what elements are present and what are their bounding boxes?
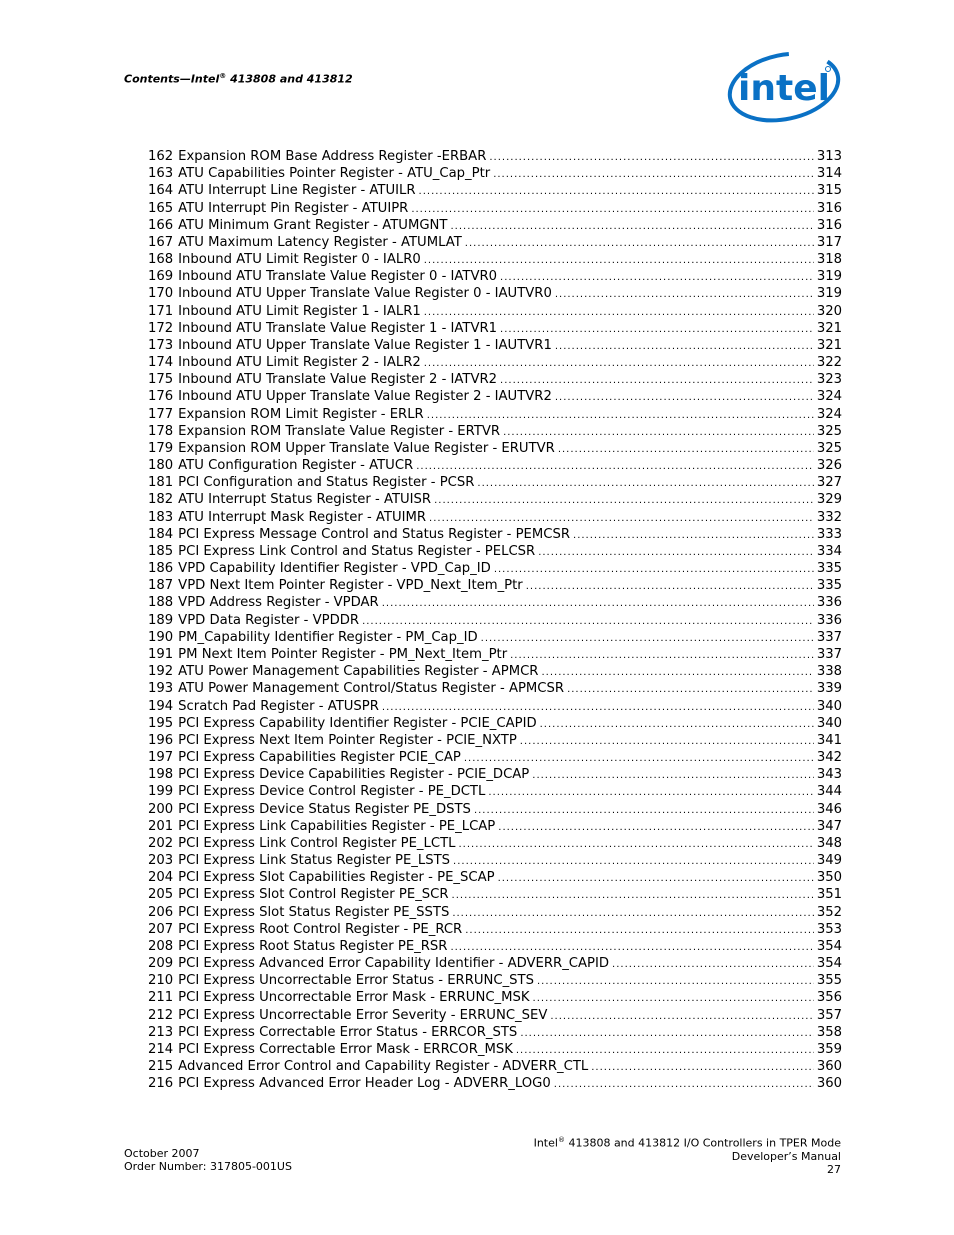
toc-entry-number: 169: [148, 269, 174, 285]
toc-entry-page: 315: [816, 183, 842, 199]
toc-entry-number: 165: [148, 200, 174, 216]
toc-entry-title: Inbound ATU Upper Translate Value Register 1 - IAUTVR1: [178, 337, 552, 353]
toc-entry-number: 198: [148, 767, 174, 783]
toc-entry[interactable]: [148, 612, 842, 629]
footer-doc-title: Intel® 413808 and 413812 I/O Controllers in TPER Mode: [533, 1136, 841, 1150]
dot-leader: [498, 870, 814, 887]
toc-entry-page: 360: [816, 1059, 842, 1075]
toc-entry-number: 179: [148, 440, 174, 456]
toc-entry-title: PCI Express Slot Control Register PE_SCR: [178, 887, 449, 903]
toc-entry-number: 215: [148, 1059, 174, 1075]
toc-entry[interactable]: [148, 594, 842, 611]
toc-entry-page: 319: [816, 286, 842, 302]
toc-entry[interactable]: [148, 526, 842, 543]
toc-entry-page: 327: [816, 475, 842, 491]
dot-leader: [452, 905, 814, 922]
toc-entry[interactable]: [148, 663, 842, 680]
toc-entry-page: 355: [816, 973, 842, 989]
toc-entry-number: 216: [148, 1076, 174, 1092]
toc-entry[interactable]: [148, 457, 842, 474]
toc-entry-page: 329: [816, 492, 842, 508]
toc-entry-number: 182: [148, 492, 174, 508]
toc-entry[interactable]: [148, 354, 842, 371]
toc-entry-page: 348: [816, 835, 842, 851]
dot-leader: [503, 424, 814, 441]
toc-entry-page: 350: [816, 870, 842, 886]
toc-entry-number: 180: [148, 458, 174, 474]
toc-entry-page: 334: [816, 543, 842, 559]
toc-entry-title: ATU Configuration Register - ATUCR: [178, 458, 414, 474]
dot-leader: [516, 1042, 814, 1059]
footer-date: October 2007: [124, 1147, 200, 1160]
dot-leader: [550, 1008, 813, 1025]
toc-entry-page: 325: [816, 440, 842, 456]
toc-entry-page: 321: [816, 337, 842, 353]
toc-entry-title: Inbound ATU Upper Translate Value Register 2 - IAUTVR2: [178, 389, 552, 405]
toc-entry[interactable]: [148, 869, 842, 886]
toc-entry[interactable]: [148, 148, 842, 165]
toc-entry-number: 202: [148, 835, 174, 851]
toc-entry[interactable]: [148, 629, 842, 646]
running-header: [124, 72, 353, 86]
dot-leader: [416, 458, 814, 475]
toc-entry-number: 175: [148, 372, 174, 388]
toc-entry-number: 200: [148, 801, 174, 817]
toc-entry[interactable]: [148, 989, 842, 1006]
dot-leader: [488, 784, 813, 801]
toc-entry-title: PCI Express Capability Identifier Register - PCIE_CAPID: [178, 715, 537, 731]
toc-entry-number: 190: [148, 629, 174, 645]
dot-leader: [362, 613, 814, 630]
toc-entry-title: Inbound ATU Limit Register 1 - IALR1: [178, 303, 421, 319]
toc-entry[interactable]: [148, 251, 842, 268]
toc-entry-title: PCI Express Uncorrectable Error Severity - ERRUNC_SEV: [178, 1007, 548, 1023]
toc-entry-title: PCI Express Uncorrectable Error Mask - ERRUNC_MSK: [178, 990, 530, 1006]
toc-entry-page: 357: [816, 1007, 842, 1023]
toc-entry-number: 191: [148, 646, 174, 662]
dot-leader: [419, 183, 814, 200]
page-number: 27: [827, 1162, 841, 1176]
toc-entry-title: ATU Interrupt Pin Register - ATUIPR: [178, 200, 409, 216]
footer-left: [124, 1147, 292, 1173]
toc-entry-page: 335: [816, 578, 842, 594]
dot-leader: [573, 527, 814, 544]
toc-entry-page: 335: [816, 561, 842, 577]
dot-leader: [458, 836, 813, 853]
toc-entry-number: 212: [148, 1007, 174, 1023]
intel-logo: [724, 50, 842, 126]
toc-entry[interactable]: [148, 423, 842, 440]
toc-entry-title: VPD Data Register - VPDDR: [178, 612, 360, 628]
toc-entry[interactable]: [148, 320, 842, 337]
toc-entry-title: PCI Express Slot Status Register PE_SSTS: [178, 904, 450, 920]
dot-leader: [489, 149, 813, 166]
toc-entry-number: 177: [148, 406, 174, 422]
toc-entry[interactable]: [148, 440, 842, 457]
toc-entry-page: 340: [816, 698, 842, 714]
toc-entry-title: ATU Power Management Capabilities Register - APMCR: [178, 664, 539, 680]
toc-entry-page: 317: [816, 234, 842, 250]
dot-leader: [540, 716, 814, 733]
toc-entry[interactable]: [148, 285, 842, 302]
toc-entry-number: 162: [148, 149, 174, 164]
toc-entry-page: 324: [816, 406, 842, 422]
toc-entry-title: VPD Capability Identifier Register - VPD_Cap_ID: [178, 561, 491, 577]
toc-entry-title: PCI Express Device Capabilities Register - PCIE_DCAP: [178, 767, 530, 783]
toc-entry-title: PCI Express Link Control and Status Register - PELCSR: [178, 543, 536, 559]
dot-leader: [453, 853, 814, 870]
dot-leader: [498, 819, 814, 836]
toc-entry-title: Advanced Error Control and Capability Register - ADVERR_CTL: [178, 1059, 589, 1075]
toc-entry-number: 209: [148, 956, 174, 972]
toc-entry[interactable]: [148, 217, 842, 234]
toc-entry-title: VPD Address Register - VPDAR: [178, 595, 379, 611]
toc-entry[interactable]: [148, 577, 842, 594]
dot-leader: [520, 1025, 814, 1042]
toc-entry[interactable]: [148, 560, 842, 577]
toc-entry[interactable]: [148, 680, 842, 697]
toc-entry-page: 333: [816, 526, 842, 542]
toc-entry-title: Inbound ATU Upper Translate Value Register 0 - IAUTVR0: [178, 286, 552, 302]
toc-entry[interactable]: [148, 783, 842, 800]
toc-entry[interactable]: [148, 1075, 842, 1092]
toc-entry-title: Inbound ATU Translate Value Register 1 - IATVR1: [178, 320, 498, 336]
dot-leader: [555, 338, 814, 355]
toc-entry-title: ATU Capabilities Pointer Register - ATU_Cap_Ptr: [178, 166, 491, 182]
toc-entry-page: 313: [816, 149, 842, 164]
dot-leader: [429, 510, 814, 527]
toc-entry-title: PM Next Item Pointer Register - PM_Next_Item_Ptr: [178, 646, 508, 662]
toc-entry-title: ATU Minimum Grant Register - ATUMGNT: [178, 217, 448, 233]
dot-leader: [537, 973, 814, 990]
toc-entry-page: 340: [816, 715, 842, 731]
toc-entry-title: PCI Configuration and Status Register - PCSR: [178, 475, 475, 491]
toc-entry[interactable]: [148, 766, 842, 783]
toc-entry-page: 316: [816, 217, 842, 233]
dot-leader: [450, 218, 813, 235]
toc-entry-page: 353: [816, 921, 842, 937]
toc-entry-number: 192: [148, 664, 174, 680]
toc-entry-page: 359: [816, 1041, 842, 1057]
toc-entry-page: 360: [816, 1076, 842, 1092]
toc-entry-title: PCI Express Link Control Register PE_LCTL: [178, 835, 456, 851]
toc-entry-title: Inbound ATU Limit Register 2 - IALR2: [178, 355, 421, 371]
dot-leader: [465, 235, 814, 252]
toc-entry-page: 354: [816, 938, 842, 954]
toc-entry-number: 167: [148, 234, 174, 250]
dot-leader: [510, 647, 814, 664]
toc-entry-title: Inbound ATU Translate Value Register 2 - IATVR2: [178, 372, 498, 388]
toc-entry-page: 325: [816, 423, 842, 439]
dot-leader: [532, 767, 814, 784]
toc-entry[interactable]: [148, 1024, 842, 1041]
toc-entry[interactable]: [148, 268, 842, 285]
toc-entry-number: 206: [148, 904, 174, 920]
toc-entry-page: 337: [816, 646, 842, 662]
toc-entry[interactable]: [148, 234, 842, 251]
toc-entry-number: 164: [148, 183, 174, 199]
dot-leader: [474, 802, 814, 819]
toc-entry-title: Expansion ROM Upper Translate Value Register - ERUTVR: [178, 440, 555, 456]
toc-entry-title: Expansion ROM Limit Register - ERLR: [178, 406, 424, 422]
toc-entry-number: 173: [148, 337, 174, 353]
toc-entry-number: 183: [148, 509, 174, 525]
dot-leader: [612, 956, 814, 973]
toc-entry[interactable]: [148, 852, 842, 869]
toc-entry-number: 188: [148, 595, 174, 611]
toc-entry[interactable]: [148, 732, 842, 749]
toc-entry-page: 341: [816, 732, 842, 748]
toc-entry-title: PCI Express Message Control and Status Register - PEMCSR: [178, 526, 571, 542]
dot-leader: [424, 304, 814, 321]
dot-leader: [500, 321, 814, 338]
toc-entry-title: Expansion ROM Translate Value Register - ERTVR: [178, 423, 501, 439]
toc-entry[interactable]: [148, 904, 842, 921]
toc-entry-title: Inbound ATU Translate Value Register 0 - IATVR0: [178, 269, 498, 285]
toc-entry[interactable]: [148, 646, 842, 663]
toc-entry-number: 205: [148, 887, 174, 903]
toc-entry-page: 324: [816, 389, 842, 405]
dot-leader: [500, 269, 814, 286]
toc-entry[interactable]: [148, 955, 842, 972]
toc-entry-page: 347: [816, 818, 842, 834]
toc-entry-title: PCI Express Correctable Error Status - ERRCOR_STS: [178, 1024, 518, 1040]
dot-leader: [538, 544, 814, 561]
toc-entry-number: 168: [148, 252, 174, 268]
toc-entry-title: ATU Power Management Control/Status Register - APMCSR: [178, 681, 565, 697]
dot-leader: [382, 699, 814, 716]
toc-entry-number: 171: [148, 303, 174, 319]
toc-entry[interactable]: [148, 801, 842, 818]
toc-entry-title: PCI Express Advanced Error Capability Identifier - ADVERR_CAPID: [178, 956, 610, 972]
toc-entry-number: 207: [148, 921, 174, 937]
dot-leader: [427, 407, 814, 424]
header-text: Contents—Intel: [124, 72, 220, 86]
toc-entry-number: 166: [148, 217, 174, 233]
toc-entry-page: 314: [816, 166, 842, 182]
logo-wordmark: intel: [738, 68, 830, 109]
toc-entry-page: 354: [816, 956, 842, 972]
toc-entry-page: 351: [816, 887, 842, 903]
toc-entry-page: 321: [816, 320, 842, 336]
toc-entry-number: 178: [148, 423, 174, 439]
toc-entry[interactable]: [148, 698, 842, 715]
toc-entry-page: 336: [816, 595, 842, 611]
toc-entry-number: 184: [148, 526, 174, 542]
toc-entry-title: PCI Express Link Capabilities Register - PE_LCAP: [178, 818, 496, 834]
toc-entry-page: 337: [816, 629, 842, 645]
toc-entry-page: 316: [816, 200, 842, 216]
toc-entry-title: PCI Express Device Control Register - PE_DCTL: [178, 784, 486, 800]
dot-leader: [520, 733, 814, 750]
toc-entry-title: PCI Express Uncorrectable Error Status - ERRUNC_STS: [178, 973, 534, 989]
toc-entry-page: 318: [816, 252, 842, 268]
footer-doc-type: Developer’s Manual: [731, 1149, 841, 1163]
toc-entry-page: 320: [816, 303, 842, 319]
toc-entry-number: 201: [148, 818, 174, 834]
dot-leader: [494, 561, 814, 578]
toc-entry-title: Expansion ROM Base Address Register -ERBAR: [178, 149, 487, 164]
dot-leader: [541, 664, 813, 681]
toc-entry-number: 199: [148, 784, 174, 800]
dot-leader: [411, 201, 814, 218]
footer-right: [534, 1134, 841, 1176]
list-of-tables: [148, 148, 842, 1092]
toc-entry-title: PCI Express Correctable Error Mask - ERRCOR_MSK: [178, 1041, 513, 1057]
dot-leader: [558, 441, 814, 458]
toc-entry-title: PCI Express Slot Capabilities Register - PE_SCAP: [178, 870, 495, 886]
toc-entry-number: 196: [148, 732, 174, 748]
dot-leader: [465, 922, 814, 939]
toc-entry[interactable]: [148, 200, 842, 217]
toc-entry-title: Inbound ATU Limit Register 0 - IALR0: [178, 252, 421, 268]
toc-entry-page: 358: [816, 1024, 842, 1040]
toc-entry-title: ATU Interrupt Status Register - ATUISR: [178, 492, 432, 508]
toc-entry-page: 332: [816, 509, 842, 525]
toc-entry-number: 197: [148, 750, 174, 766]
toc-entry-page: 338: [816, 664, 842, 680]
toc-entry-page: 343: [816, 767, 842, 783]
toc-entry-number: 210: [148, 973, 174, 989]
toc-entry[interactable]: [148, 921, 842, 938]
toc-entry-number: 214: [148, 1041, 174, 1057]
toc-entry-title: ATU Interrupt Mask Register - ATUIMR: [178, 509, 427, 525]
toc-entry-title: PCI Express Root Status Register PE_RSR: [178, 938, 448, 954]
toc-entry-page: 342: [816, 750, 842, 766]
toc-entry-number: 170: [148, 286, 174, 302]
toc-entry[interactable]: [148, 749, 842, 766]
toc-entry-page: 323: [816, 372, 842, 388]
dot-leader: [424, 355, 814, 372]
toc-entry-title: Scratch Pad Register - ATUSPR: [178, 698, 379, 714]
toc-entry-title: PCI Express Device Status Register PE_DSTS: [178, 801, 471, 817]
toc-entry[interactable]: [148, 474, 842, 491]
header-product: 413808 and 413812: [226, 72, 353, 86]
toc-entry-number: 204: [148, 870, 174, 886]
dot-leader: [533, 990, 814, 1007]
toc-entry-title: PCI Express Next Item Pointer Register - PCIE_NXTP: [178, 732, 517, 748]
toc-entry[interactable]: [148, 491, 842, 508]
toc-entry-page: 319: [816, 269, 842, 285]
toc-entry-page: 356: [816, 990, 842, 1006]
toc-entry[interactable]: [148, 388, 842, 405]
toc-entry-title: VPD Next Item Pointer Register - VPD_Next_Item_Ptr: [178, 578, 523, 594]
toc-entry-number: 186: [148, 561, 174, 577]
toc-entry-number: 193: [148, 681, 174, 697]
toc-entry-number: 181: [148, 475, 174, 491]
toc-entry-number: 208: [148, 938, 174, 954]
toc-entry[interactable]: [148, 972, 842, 989]
dot-leader: [450, 939, 813, 956]
toc-entry-page: 352: [816, 904, 842, 920]
toc-entry-number: 203: [148, 853, 174, 869]
dot-leader: [493, 166, 814, 183]
dot-leader: [424, 252, 814, 269]
toc-entry-page: 344: [816, 784, 842, 800]
toc-entry-number: 194: [148, 698, 174, 714]
toc-entry-title: ATU Interrupt Line Register - ATUILR: [178, 183, 416, 199]
toc-entry[interactable]: [148, 406, 842, 423]
toc-entry-title: PM_Capability Identifier Register - PM_Cap_ID: [178, 629, 478, 645]
toc-entry[interactable]: [148, 835, 842, 852]
toc-entry-page: 336: [816, 612, 842, 628]
toc-entry-title: PCI Express Advanced Error Header Log - ADVERR_LOG0: [178, 1076, 551, 1092]
toc-entry[interactable]: [148, 509, 842, 526]
toc-entry-number: 195: [148, 715, 174, 731]
dot-leader: [554, 1076, 814, 1093]
toc-entry[interactable]: [148, 938, 842, 955]
toc-entry-number: 185: [148, 543, 174, 559]
toc-entry[interactable]: [148, 165, 842, 182]
toc-entry-number: 176: [148, 389, 174, 405]
toc-entry-number: 174: [148, 355, 174, 371]
footer-order-number: Order Number: 317805-001US: [124, 1160, 292, 1173]
toc-entry[interactable]: [148, 1041, 842, 1058]
toc-entry-page: 346: [816, 801, 842, 817]
toc-entry[interactable]: [148, 337, 842, 354]
toc-entry-page: 326: [816, 458, 842, 474]
toc-entry-title: ATU Maximum Latency Register - ATUMLAT: [178, 234, 462, 250]
dot-leader: [500, 372, 814, 389]
toc-entry-number: 172: [148, 320, 174, 336]
dot-leader: [526, 578, 814, 595]
toc-entry-page: 322: [816, 355, 842, 371]
toc-entry-number: 163: [148, 166, 174, 182]
toc-entry[interactable]: [148, 1007, 842, 1024]
toc-entry[interactable]: [148, 1058, 842, 1075]
toc-entry-page: 349: [816, 853, 842, 869]
dot-leader: [567, 681, 814, 698]
dot-leader: [591, 1059, 814, 1076]
toc-entry-title: PCI Express Link Status Register PE_LSTS: [178, 853, 451, 869]
dot-leader: [481, 630, 814, 647]
toc-entry[interactable]: [148, 182, 842, 199]
toc-entry-number: 187: [148, 578, 174, 594]
toc-entry-page: 339: [816, 681, 842, 697]
dot-leader: [382, 595, 814, 612]
toc-entry[interactable]: [148, 303, 842, 320]
dot-leader: [464, 750, 814, 767]
toc-entry[interactable]: [148, 715, 842, 732]
toc-entry[interactable]: [148, 371, 842, 388]
toc-entry[interactable]: [148, 818, 842, 835]
registered-mark: ®: [219, 72, 227, 80]
toc-entry-number: 211: [148, 990, 174, 1006]
dot-leader: [434, 492, 814, 509]
toc-entry[interactable]: [148, 543, 842, 560]
toc-entry-title: PCI Express Capabilities Register PCIE_CAP: [178, 750, 461, 766]
toc-entry-number: 213: [148, 1024, 174, 1040]
dot-leader: [555, 389, 814, 406]
dot-leader: [452, 887, 814, 904]
toc-entry-number: 189: [148, 612, 174, 628]
toc-entry-title: PCI Express Root Control Register - PE_RCR: [178, 921, 463, 937]
dot-leader: [555, 286, 814, 303]
dot-leader: [477, 475, 813, 492]
toc-entry[interactable]: [148, 886, 842, 903]
